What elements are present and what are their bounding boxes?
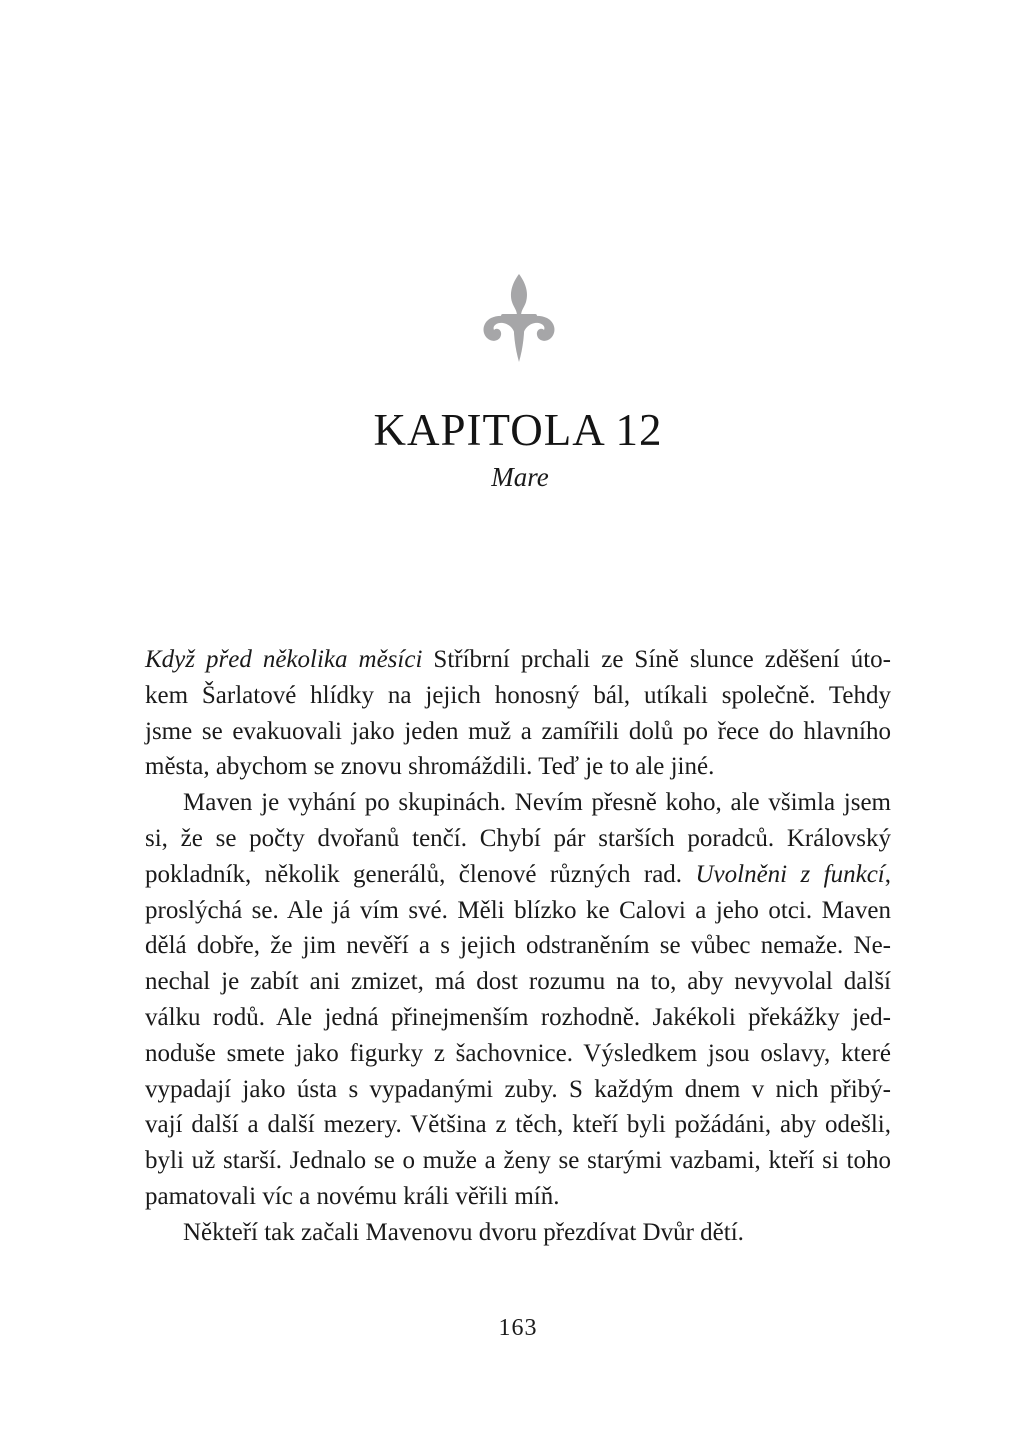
fleur-de-lis-icon: [479, 272, 559, 364]
text-line: pamatovali víc a novému králi věřili míň.: [145, 1182, 560, 1210]
text-line: jsme se evakuovali jako jeden muž a zamířili dolů po řece do hlavního: [145, 717, 891, 745]
text-line: vají další a další mezery. Většina z těch, kteří byli požádáni, aby odešli,: [145, 1111, 891, 1139]
text-line: válku rodů. Ale jedná přinejmenším rozhodně. Jakékoli překážky jed-: [145, 1003, 891, 1031]
text-line: nechal je zabít ani zmizet, má dost rozumu na to, aby nevyvolal další: [145, 968, 891, 996]
text-line: noduše smete jako figurky z šachovnice. Výsledkem jsou oslavy, které: [145, 1039, 891, 1067]
text-line: Někteří tak začali Mavenovu dvoru přezdívat Dvůr dětí.: [183, 1218, 744, 1246]
text-line: Maven je vyhání po skupinách. Nevím přesně koho, ale všimla jsem: [183, 789, 891, 817]
text-line: si, že se počty dvořanů tenčí. Chybí pár starších poradců. Královský: [145, 824, 891, 852]
text-line: vypadají jako ústa s vypadanými zuby. S každým dnem v nich přibý-: [145, 1075, 891, 1103]
text-line: proslýchá se. Ale já vím své. Měli blízko ke Calovi a jeho otci. Maven: [145, 896, 891, 924]
line-text: pokladník, několik generálů, členové různých rad.: [145, 860, 696, 888]
italic-phrase: Uvolněni z funkcí: [695, 860, 885, 888]
text-line: [145, 642, 891, 678]
line-text: ,: [884, 860, 892, 888]
chapter-subtitle: Mare: [491, 462, 549, 492]
text-line: kem Šarlatové hlídky na jejich honosný bál, utíkali společně. Tehdy: [145, 681, 891, 709]
chapter-body: [145, 642, 891, 1251]
line-text: Stříbrní prchali ze Síně slunce zděšení úto-: [422, 646, 892, 673]
text-line: dělá dobře, že jim nevěří a s jejich odstraněním se vůbec nemaže. Ne-: [145, 932, 891, 960]
text-line: [145, 857, 891, 893]
italic-phrase: Když před několika měsíci: [145, 646, 423, 673]
page-number: 163: [498, 1315, 538, 1341]
text-line: byli už starší. Jednalo se o muže a ženy se starými vazbami, kteří si toho: [145, 1147, 891, 1175]
text-line: města, abychom se znovu shromáždili. Teď je to ale jiné.: [145, 753, 715, 781]
chapter-title: KAPITOLA 12: [373, 405, 663, 455]
